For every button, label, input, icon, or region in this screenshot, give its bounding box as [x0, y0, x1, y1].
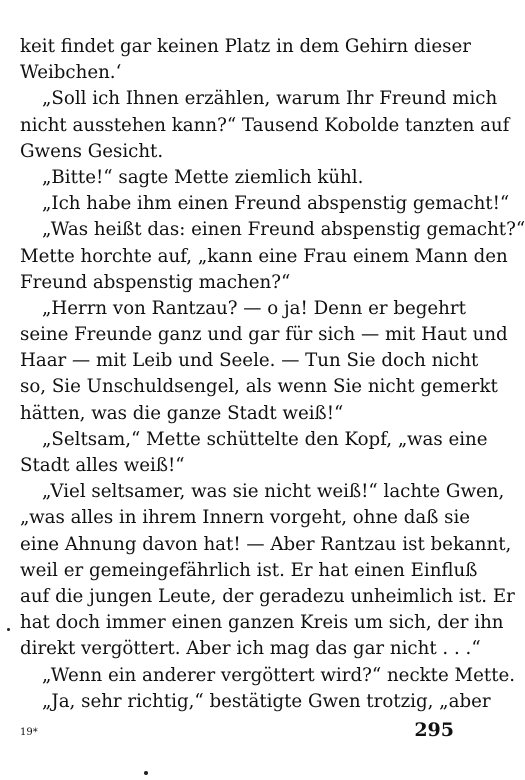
text-line: eine Ahnung davon hat! — Aber Rantzau ist bekannt, [20, 533, 512, 555]
text-line: so, Sie Unschuldsengel, als wenn Sie nicht gemerkt [20, 376, 498, 398]
printer-signature: 19* [20, 727, 38, 738]
text-line: „Herrn von Rantzau? — o ja! Denn er begehrt [42, 297, 466, 319]
text-line: Gwens Gesicht. [20, 140, 164, 162]
text-line: keit findet gar keinen Platz in dem Gehirn dieser [20, 36, 471, 57]
text-line: Haar — mit Leib und Seele. — Tun Sie doch nicht [20, 350, 479, 372]
text-line: seine Freunde ganz und gar für sich — mit Haut und [20, 324, 508, 346]
text-line: Weibchen.‘ [20, 62, 122, 84]
text-line: weil er gemeingefährlich ist. Er hat einen Einfluß [20, 559, 478, 581]
text-line: „was alles in ihrem Innern vorgeht, ohne daß sie [20, 507, 471, 529]
text-line: hat doch immer einen ganzen Kreis um sich, der ihn [20, 612, 504, 634]
text-line: Freund abspenstig machen?“ [20, 271, 291, 293]
text-line: „Wenn ein anderer vergöttert wird?“ neckte Mette. [42, 664, 516, 686]
text-line: „Ja, sehr richtig,“ bestätigte Gwen trotzig, „aber [42, 690, 491, 712]
text-line: auf die jungen Leute, der geradezu unheimlich ist. Er [20, 585, 515, 607]
text-line: hätten, was die ganze Stadt weiß!“ [20, 402, 344, 424]
text-line: „Bitte!“ sagte Mette ziemlich kühl. [42, 166, 364, 188]
text-line: Mette horchte auf, „kann eine Frau einem Mann den [20, 245, 508, 267]
text-line: „Ich habe ihm einen Freund abspenstig gemacht!“ [42, 193, 510, 215]
ink-speck [144, 771, 148, 775]
text-line: „Viel seltsamer, was sie nicht weiß!“ lachte Gwen, [42, 481, 505, 503]
text-line: „Soll ich Ihnen erzählen, warum Ihr Freund mich [42, 88, 498, 110]
text-line: direkt vergöttert. Aber ich mag das gar nicht . . .“ [20, 638, 481, 660]
page-number: 295 [414, 719, 454, 741]
text-line: Stadt alles weiß!“ [20, 455, 185, 476]
page-footer [20, 719, 454, 745]
text-line: nicht ausstehen kann?“ Tausend Kobolde tanzten auf [20, 114, 510, 136]
body-text [20, 34, 525, 715]
text-line: „Seltsam,“ Mette schüttelte den Kopf, „was eine [42, 428, 488, 450]
ink-speck [7, 628, 10, 631]
text-line: „Was heißt das: einen Freund abspenstig gemacht?“ [42, 219, 525, 241]
